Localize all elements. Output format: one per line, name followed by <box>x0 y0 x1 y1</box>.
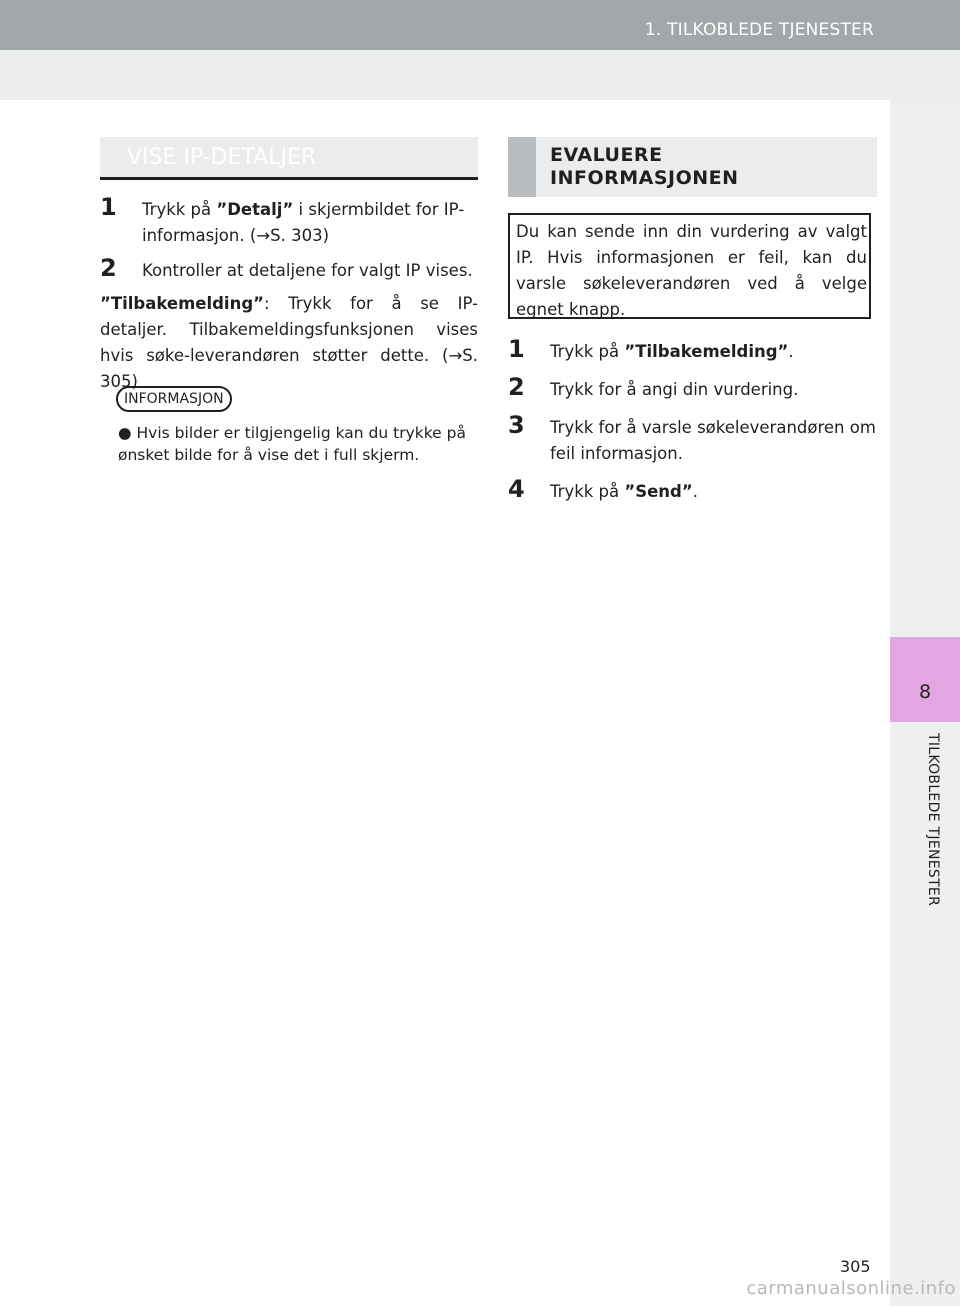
step-number: 4 <box>508 475 525 503</box>
section-heading-vise-ip-detaljer <box>100 137 478 180</box>
bullet-icon: ● <box>118 424 132 442</box>
step-number: 1 <box>100 193 117 221</box>
tilbakemelding-ref: ”Tilbakemelding” <box>100 294 264 313</box>
left-step-2 <box>100 254 478 284</box>
right-step-3 <box>508 411 878 467</box>
chapter-side-label: TILKOBLEDE TJENESTER <box>925 733 941 907</box>
step-text: Trykk på ”Tilbakemelding”. <box>550 342 794 361</box>
section-heading-text: EVALUERE INFORMASJONEN <box>550 144 739 189</box>
description-text: Du kan sende inn din vurdering av valgt IP. Hvis informasjonen er feil, kan du varsle søkeleverandøren ved å velge egnet knapp. <box>516 222 867 319</box>
step-text: Trykk på ”Detalj” i skjermbildet for IP-informasjon. (→S. 303) <box>142 200 465 245</box>
info-label: INFORMASJON <box>116 386 232 412</box>
step-text: Trykk for å varsle søkeleverandøren om feil informasjon. <box>550 418 876 463</box>
side-strip-top <box>890 100 960 637</box>
tilbakemelding-paragraph: ”Tilbakemelding”: Trykk for å se IP-detaljer. Tilbakemeldingsfunksjonen vises hvis søke-leverandøren støtter dette. (→S. 305) <box>100 294 478 391</box>
tilbakemelding-button-ref: ”Tilbakemelding” <box>624 342 789 361</box>
header-bar <box>0 0 960 50</box>
step-text: Kontroller at detaljene for valgt IP vises. <box>142 261 473 280</box>
detalj-button-ref: ”Detalj” <box>216 200 294 219</box>
section-heading-evaluere-informasjonen <box>508 137 877 197</box>
step-number: 3 <box>508 411 525 439</box>
send-button-ref: ”Send” <box>624 482 693 501</box>
watermark: carmanualsonline.info <box>746 1278 956 1299</box>
right-step-1 <box>508 335 878 365</box>
info-text: ● Hvis bilder er tilgjengelig kan du trykke på ønsket bilde for å vise det i full skjerm. <box>118 424 466 464</box>
right-step-4 <box>508 475 878 505</box>
chapter-number: 8 <box>918 681 932 703</box>
right-step-2 <box>508 373 878 403</box>
chapter-tab[interactable] <box>890 637 960 722</box>
page-number: 305 <box>840 1257 871 1276</box>
step-text: Trykk på ”Send”. <box>550 482 698 501</box>
header-band <box>0 50 960 100</box>
left-step-1 <box>100 193 478 249</box>
description-box <box>508 213 871 319</box>
heading-accent <box>508 137 536 197</box>
step-number: 2 <box>100 254 117 282</box>
section-heading-text: VISE IP-DETALJER <box>127 145 317 170</box>
step-text: Trykk for å angi din vurdering. <box>550 380 799 399</box>
step-number: 2 <box>508 373 525 401</box>
step-number: 1 <box>508 335 525 363</box>
header-title: 1. TILKOBLEDE TJENESTER <box>644 20 874 40</box>
